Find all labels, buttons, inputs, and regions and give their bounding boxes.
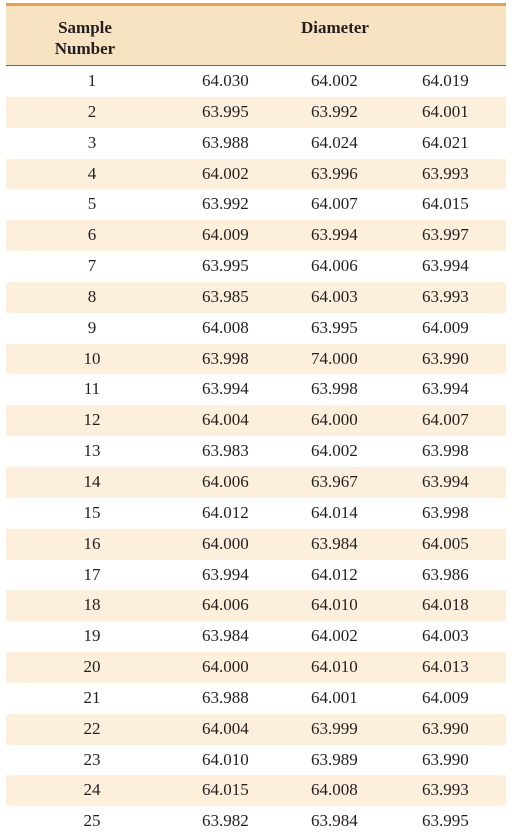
sample-number-cell: 23 [83,749,101,769]
table-row [6,560,506,591]
diameter-cell-2: 64.006 [311,256,358,276]
diameter-cell-2: 64.002 [311,441,358,461]
sample-number-cell: 25 [83,811,101,831]
sample-number-cell: 12 [83,410,101,430]
diameter-cell-3: 63.998 [422,441,469,461]
diameter-cell-3: 64.007 [422,410,469,430]
diameter-cell-1: 63.995 [202,256,249,276]
diameter-cell-3: 63.990 [422,718,469,738]
diameter-cell-1: 64.000 [202,533,249,553]
diameter-cell-2: 63.995 [311,317,358,337]
table-row [6,344,506,375]
diameter-cell-1: 64.004 [202,410,249,430]
diameter-cell-3: 63.990 [422,749,469,769]
diameter-cell-3: 63.994 [422,256,469,276]
diameter-cell-2: 63.992 [311,101,358,121]
table-row [6,436,506,467]
sample-number-cell: 22 [83,718,101,738]
diameter-cell-2: 63.994 [311,225,358,245]
diameter-cell-3: 63.998 [422,502,469,522]
table-row [6,529,506,560]
diameter-cell-2: 63.996 [311,163,358,183]
diameter-cell-2: 64.008 [311,780,358,800]
diameter-cell-3: 63.990 [422,348,469,368]
diameter-cell-1: 64.030 [202,71,249,90]
diameter-table [6,3,506,837]
sample-number-cell: 17 [83,564,101,584]
diameter-cell-2: 63.984 [311,533,358,553]
sample-number-cell: 24 [83,780,101,800]
sample-number-cell: 14 [83,471,101,491]
diameter-cell-2: 74.000 [311,348,358,368]
table-row [6,220,506,251]
sample-number-cell: 4 [87,163,97,183]
table-row [6,498,506,529]
diameter-cell-2: 64.014 [311,502,358,522]
diameter-cell-1: 63.985 [202,286,249,306]
diameter-cell-1: 64.006 [202,595,249,615]
diameter-cell-1: 64.002 [202,163,249,183]
table-row [6,313,506,344]
sample-number-cell: 13 [83,441,101,461]
table-body [6,66,506,837]
diameter-cell-2: 64.000 [311,410,358,430]
sample-number-cell: 20 [83,657,101,677]
diameter-cell-1: 63.994 [202,379,249,399]
diameter-cell-1: 64.009 [202,225,249,245]
diameter-cell-3: 64.018 [422,595,469,615]
diameter-cell-3: 64.013 [422,657,469,677]
diameter-cell-2: 64.003 [311,286,358,306]
table-row [6,621,506,652]
diameter-cell-3: 64.009 [422,687,469,707]
sample-number-cell: 15 [83,502,101,522]
table-row [6,189,506,220]
diameter-cell-1: 63.984 [202,626,249,646]
diameter-cell-2: 63.967 [311,471,358,491]
diameter-cell-2: 64.002 [311,626,358,646]
diameter-cell-1: 64.000 [202,657,249,677]
diameter-cell-2: 64.007 [311,194,358,214]
sample-header-line1: Sample [58,18,112,37]
table-row [6,775,506,806]
diameter-cell-1: 63.994 [202,564,249,584]
table-row [6,405,506,436]
table-row [6,745,506,776]
table-row [6,251,506,282]
diameter-cell-1: 63.988 [202,687,249,707]
table-row [6,652,506,683]
diameter-cell-1: 63.998 [202,348,249,368]
sample-number-cell: 3 [87,132,97,152]
sample-number-cell: 19 [83,626,101,646]
diameter-cell-2: 63.989 [311,749,358,769]
diameter-cell-3: 64.009 [422,317,469,337]
sample-number-cell: 1 [87,71,97,90]
diameter-cell-2: 64.001 [311,687,358,707]
table-row [6,714,506,745]
diameter-cell-1: 64.004 [202,718,249,738]
diameter-cell-2: 64.002 [311,71,358,90]
diameter-cell-2: 63.998 [311,379,358,399]
table-row [6,467,506,498]
diameter-cell-3: 63.994 [422,379,469,399]
diameter-cell-1: 63.988 [202,132,249,152]
diameter-cell-1: 64.012 [202,502,249,522]
diameter-cell-3: 63.997 [422,225,469,245]
diameter-cell-2: 64.012 [311,564,358,584]
diameter-cell-1: 63.982 [202,811,249,831]
diameter-header: Diameter [301,18,369,37]
sample-number-cell: 11 [83,379,101,399]
sample-number-cell: 10 [83,348,101,368]
sample-number-cell: 6 [87,225,97,245]
table-header [6,6,506,66]
table-row [6,590,506,621]
sample-number-cell: 7 [87,256,97,276]
table-row [6,374,506,405]
diameter-cell-1: 63.992 [202,194,249,214]
sample-number-cell: 8 [87,286,97,306]
sample-number-cell: 2 [87,101,97,121]
diameter-cell-3: 63.995 [422,811,469,831]
table-row [6,159,506,190]
diameter-cell-3: 64.019 [422,71,469,90]
diameter-cell-3: 63.993 [422,163,469,183]
diameter-cell-2: 63.984 [311,811,358,831]
diameter-cell-3: 64.005 [422,533,469,553]
diameter-cell-3: 64.001 [422,101,469,121]
diameter-cell-1: 64.010 [202,749,249,769]
diameter-cell-1: 64.006 [202,471,249,491]
sample-number-cell: 16 [83,533,101,553]
diameter-cell-1: 63.983 [202,441,249,461]
diameter-cell-3: 64.003 [422,626,469,646]
diameter-cell-3: 63.986 [422,564,469,584]
table-row [6,128,506,159]
table-row [6,66,506,97]
sample-header-line2: Number [54,39,116,58]
table-row [6,683,506,714]
table-row [6,282,506,313]
diameter-cell-3: 64.015 [422,194,469,214]
diameter-cell-3: 63.993 [422,780,469,800]
diameter-cell-1: 64.015 [202,780,249,800]
sample-number-cell: 18 [83,595,101,615]
diameter-cell-2: 64.010 [311,595,358,615]
sample-number-cell: 5 [87,194,97,214]
diameter-cell-2: 64.010 [311,657,358,677]
diameter-cell-3: 63.993 [422,286,469,306]
diameter-cell-1: 63.995 [202,101,249,121]
diameter-cell-2: 64.024 [311,132,358,152]
sample-number-cell: 21 [83,687,101,707]
diameter-cell-3: 64.021 [422,132,469,152]
table-row [6,97,506,128]
sample-number-cell: 9 [87,317,97,337]
diameter-cell-1: 64.008 [202,317,249,337]
sample-number-header [40,17,130,59]
diameter-cell-2: 63.999 [311,718,358,738]
table-row [6,806,506,837]
diameter-cell-3: 63.994 [422,471,469,491]
